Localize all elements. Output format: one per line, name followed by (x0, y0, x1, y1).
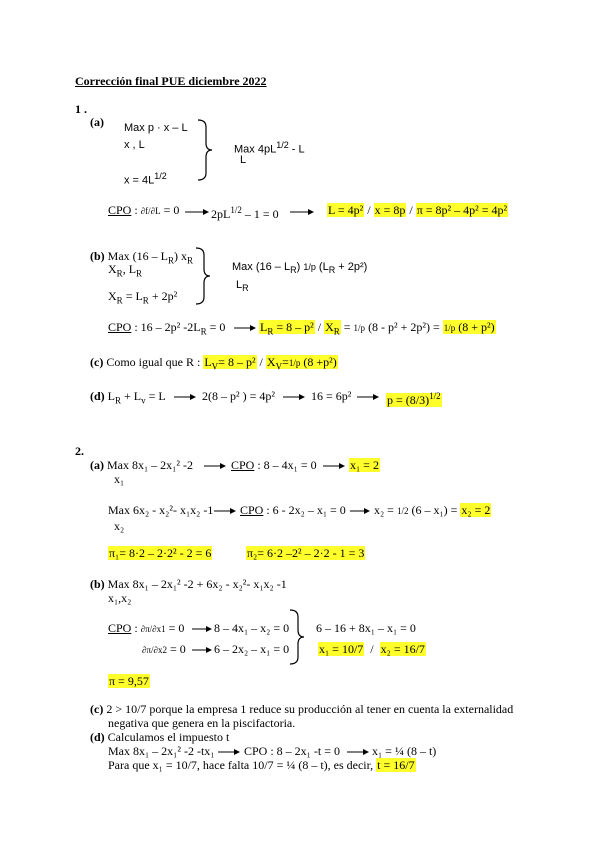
p2b-max: (b) Max 8x₁ – 2x₁² -2 + 6x₂ - x₂²- x₁x₂ -1 (90, 577, 287, 591)
right-arrow-icon (234, 325, 256, 331)
p2a-cpo2: CPO : 6 - 2x₂ – x₁ = 0 (240, 503, 346, 517)
p2a-max1: (a) Max 8x₁ – 2x₁² -2 (90, 458, 193, 472)
p1a-label: (a) (90, 115, 104, 129)
p1b-brace-icon (196, 247, 212, 305)
right-arrow-icon (357, 394, 379, 400)
p1a-max1: Max p · x – L (124, 122, 188, 134)
right-arrow-icon (192, 647, 212, 653)
right-arrow-icon (218, 749, 240, 755)
p1b-vars1: $X_R$, $L_R$ (108, 262, 143, 279)
p2a-var2: x₂ (114, 519, 125, 533)
p2b-vars: x₁,x₂ (108, 591, 132, 605)
p1b-max1: (b) Max $(16 - L_R)$ $x_R$ (90, 249, 194, 266)
right-arrow-icon (323, 463, 345, 469)
p1c-line: (c) Como igual que R : $L_V= 8 - p^2 / X_V=1/p$ (8 +p²) (90, 355, 337, 372)
p2d-line3: Para que x₁ = 10/7, hace falta 10/7 = ¼ (8 – t), es decir, t = 16/7 (108, 758, 415, 772)
p2b-res2: 6 – 2x₂ – x₁ = 0 (214, 642, 290, 656)
p2a-cpo1: CPO : 8 – 4x₁ = 0 (231, 458, 317, 472)
p1a-constraint: $x = 4L^{1/2}$ (124, 171, 167, 187)
p1a-vars1: x , L (124, 139, 145, 151)
p1a-eq2: $2pL^{1/2} - 1 = 0$ (211, 205, 279, 221)
right-arrow-icon (204, 463, 226, 469)
p1d-result: $p = (8/3)^{1/2}$ (387, 391, 441, 407)
right-arrow-icon (214, 508, 236, 514)
p1a-results: L = 4p² / x = 8p / π = 8p² – 4p² = 4p² (328, 203, 508, 217)
problem-2-number: 2. (75, 444, 84, 458)
right-arrow-icon (347, 749, 369, 755)
p1a-max2: Max $4pL^{1/2}$ - L (234, 140, 305, 156)
p2b-results: x₁ = 10/7 / x₂ = 16/7 (319, 642, 425, 656)
p2b-system: 6 – 16 + 8x₁ – x₁ = 0 (316, 621, 416, 635)
p2a-profit2: π₂= 6·2 –2² – 2·2 - 1 = 3 (247, 546, 365, 560)
p2a-result1: x₁ = 2 (350, 458, 379, 472)
p2d-max: Max 8x₁ – 2x₁² -2 -tx₁ (108, 744, 215, 758)
p1d-text3: 16 = 6p² (311, 389, 352, 403)
problem-1-number: 1 . (75, 102, 87, 116)
p2a-eq2: x₂ = 1/2 (6 – x₁) = x₂ = 2 (374, 503, 491, 517)
p2b-cpo1: CPO : ∂π/∂x1 = 0 (108, 621, 185, 635)
p1d-text2: 2(8 – p² ) = 4p² (202, 389, 275, 403)
p2b-cpo2: ∂π/∂x2 = 0 (142, 642, 186, 656)
p2a-var1: x₁ (114, 472, 125, 486)
right-arrow-icon (290, 209, 314, 215)
right-arrow-icon (283, 394, 305, 400)
p2b-res1: 8 – 4x₁ – x₂ = 0 (214, 621, 290, 635)
p1a-brace-icon (198, 119, 214, 181)
p2c-line1: (c) 2 > 10/7 porque la empresa 1 reduce su producción al tener en cuenta la externalidad (90, 702, 514, 716)
p2a-profit1: π₁= 8·2 – 2·2² - 2 = 6 (109, 546, 212, 560)
right-arrow-icon (350, 508, 370, 514)
p1b-max2-var: $L_R$ (236, 279, 249, 294)
right-arrow-icon (192, 626, 212, 632)
p2d-cpo: CPO : 8 – 2x₁ -t = 0 (244, 744, 340, 758)
p2d-res: x₁ = ¼ (8 – t) (372, 744, 437, 758)
p1b-constraint: $X_R = L_R + 2p^2$ (108, 289, 178, 306)
p2b-brace-icon (290, 609, 306, 665)
p2c-line2: negativa que genera en la piscifactoria. (108, 716, 296, 730)
p1b-max2: Max $(16 - L_R)$ 1/p $(L_R + 2p^2)$ (232, 261, 368, 276)
right-arrow-icon (174, 394, 196, 400)
p1a-cpo-line: CPO : ∂f/∂L = 0 (108, 203, 180, 217)
p2d-line1: (d) Calculamos el impuesto t (90, 730, 230, 744)
p1b-results: $L_R = 8 - p^2 / X_R = 1/p$ (8 - p² + 2p²) = 1/p (8 + p²) (260, 320, 495, 337)
p2a-max2: Max 6x₂ - x₂²- x₁x₂ -1 (108, 503, 214, 517)
p1b-cpo-line: CPO : 16 – 2p² $-2L_R = 0$ (108, 320, 226, 337)
page-title: Corrección final PUE diciembre 2022 (75, 74, 267, 88)
p1a-max2-var: L (240, 154, 247, 166)
p2b-profit: π = 9,57 (109, 674, 149, 688)
right-arrow-icon (185, 209, 209, 215)
p1d-text1: (d) $L_R + L_v = L$ (90, 389, 166, 406)
